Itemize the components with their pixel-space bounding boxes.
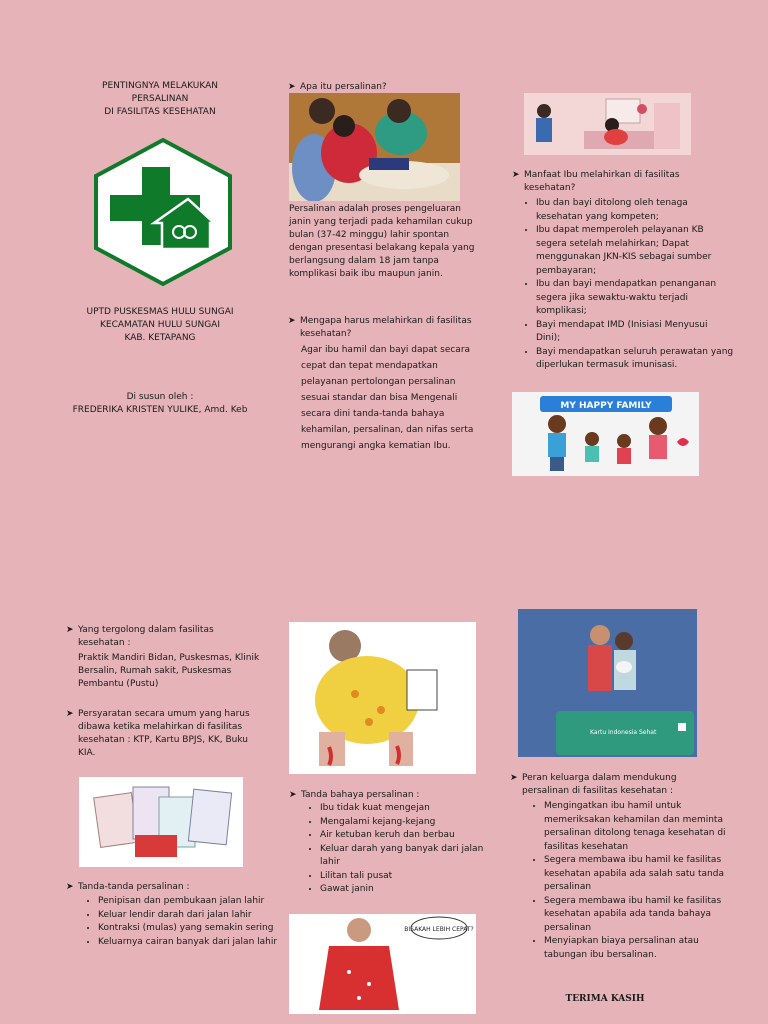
labor-definition: Persalinan adalah proses pengeluaran janin yang terjadi pada kehamilan cukup bulan (37-42 minggu) lahir spontan dengan presentasi belakang kepala yang berlangsung dalam 18 jam tanpa komplikasi baik ibu maupun janin.: [289, 204, 475, 279]
family-role-heading: ➤ Peran keluarga dalam mendukung persalinan di fasilitas kesehatan :: [510, 773, 677, 796]
jkn-card-illustration: [518, 609, 697, 757]
pregnant-woman-illustration: [289, 622, 476, 774]
list-item: • Segera membawa ibu hamil ke fasilitas kesehatan apabila ada salah satu tanda persalinan: [544, 854, 730, 895]
organization-name: UPTD PUSKESMAS HULU SUNGAI KECAMATAN HULU SUNGAI KAB. KETAPANG: [86, 307, 234, 343]
benefits-heading: ➤ Manfaat Ibu melahirkan di fasilitas kesehatan?: [512, 170, 680, 193]
childbirth-illustration: [289, 93, 460, 201]
facilities-list: Praktik Mandiri Bidan, Puskesmas, Klinik Bersalin, Rumah sakit, Puskesmas Pembantu (Pustu): [78, 653, 260, 689]
list-item: • Kontraksi (mulas) yang semakin sering: [98, 922, 282, 936]
author-block: Di susun oleh : FREDERIKA KRISTEN YULIKE, Amd. Keb: [72, 392, 248, 415]
question-why-facility: ➤ Mengapa harus melahirkan di fasilitas kesehatan?: [288, 316, 472, 339]
list-item: • Ibu tidak kuat mengejan: [320, 802, 506, 816]
list-item: • Ibu dan bayi ditolong oleh tenaga kesehatan yang kompeten;: [536, 197, 734, 224]
signs-heading: ➤ Tanda-tanda persalinan :: [66, 882, 190, 892]
arrow-bullet-icon: ➤: [66, 625, 74, 635]
family-role-list: [518, 800, 730, 962]
list-item: • Bayi mendapat IMD (Inisiasi Menyusui Dini);: [536, 319, 734, 346]
list-item: • Menyiapkan biaya persalinan atau tabungan ibu bersalinan.: [544, 935, 730, 962]
requirements: ➤ Persyaratan secara umum yang harus dibawa ketika melahirkan di fasilitas kesehatan : KTP, Kartu BPJS, KK, Buku KIA.: [66, 709, 250, 758]
list-item: • Mengingatkan ibu hamil untuk memeriksakan kehamilan dan meminta persalinan ditolong tenaga kesehatan di fasilitas kesehatan: [544, 800, 730, 854]
signs-list: [72, 895, 282, 949]
list-item: • Gawat janin: [320, 883, 506, 897]
mother-room-illustration: [524, 93, 691, 155]
list-item: • Bayi mendapatkan seluruh perawatan yang diperlukan termasuk imunisasi.: [536, 346, 734, 373]
danger-heading: ➤ Tanda bahaya persalinan :: [289, 790, 420, 800]
list-item: • Penipisan dan pembukaan jalan lahir: [98, 895, 282, 909]
brochure-title: PENTINGNYA MELAKUKAN PERSALINAN DI FASILITAS KESEHATAN: [102, 81, 218, 117]
danger-list: [294, 802, 506, 897]
puskesmas-logo-icon: [92, 137, 234, 287]
arrow-bullet-icon: ➤: [288, 316, 296, 326]
arrow-bullet-icon: ➤: [66, 882, 74, 892]
happy-family-illustration: [512, 392, 699, 476]
arrow-bullet-icon: ➤: [510, 773, 518, 783]
list-item: • Ibu dapat memperoleh pelayanan KB segera setelah melahirkan; Dapat menggunakan JKN-KIS sebagai sumber pembayaran;: [536, 224, 734, 278]
benefits-list: [510, 197, 734, 373]
family-banner: MY HAPPY FAMILY: [560, 401, 652, 411]
speech-bubble: BISAKAH LEBIH CEPAT?: [404, 926, 474, 933]
list-item: • Keluar lendir darah dari jalan lahir: [98, 909, 282, 923]
list-item: • Keluar darah yang banyak dari jalan lahir: [320, 843, 506, 870]
documents-illustration: [79, 777, 243, 867]
list-item: • Segera membawa ibu hamil ke fasilitas kesehatan apabila ada tanda bahaya persalinan: [544, 895, 730, 936]
facilities-heading: ➤ Yang tergolong dalam fasilitas kesehatan :: [66, 625, 214, 648]
reason-text: Agar ibu hamil dan bayi dapat secara cepat dan tepat mendapatkan pelayanan pertolongan persalinan sesuai standar dan bisa Mengenali secara dini tanda-tanda bahaya kehamilan, persalinan, dan nifas serta mengurangi angka kematian Ibu.: [301, 345, 474, 451]
woman-in-labor-illustration: [289, 914, 476, 1014]
list-item: • Lilitan tali pusat: [320, 870, 506, 884]
arrow-bullet-icon: ➤: [512, 170, 520, 180]
arrow-bullet-icon: ➤: [66, 709, 74, 719]
closing-text: TERIMA KASIH: [565, 994, 645, 1004]
list-item: • Mengalami kejang-kejang: [320, 816, 506, 830]
list-item: • Keluarnya cairan banyak dari jalan lahir: [98, 936, 282, 950]
arrow-bullet-icon: ➤: [288, 82, 296, 92]
list-item: • Air ketuban keruh dan berbau: [320, 829, 506, 843]
question-what-is-labor: ➤ Apa itu persalinan?: [288, 82, 387, 92]
list-item: • Ibu dan bayi mendapatkan penanganan segera jika sewaktu-waktu terjadi komplikasi;: [536, 278, 734, 319]
arrow-bullet-icon: ➤: [289, 790, 297, 800]
card-label: Kartu Indonesia Sehat: [590, 729, 657, 736]
